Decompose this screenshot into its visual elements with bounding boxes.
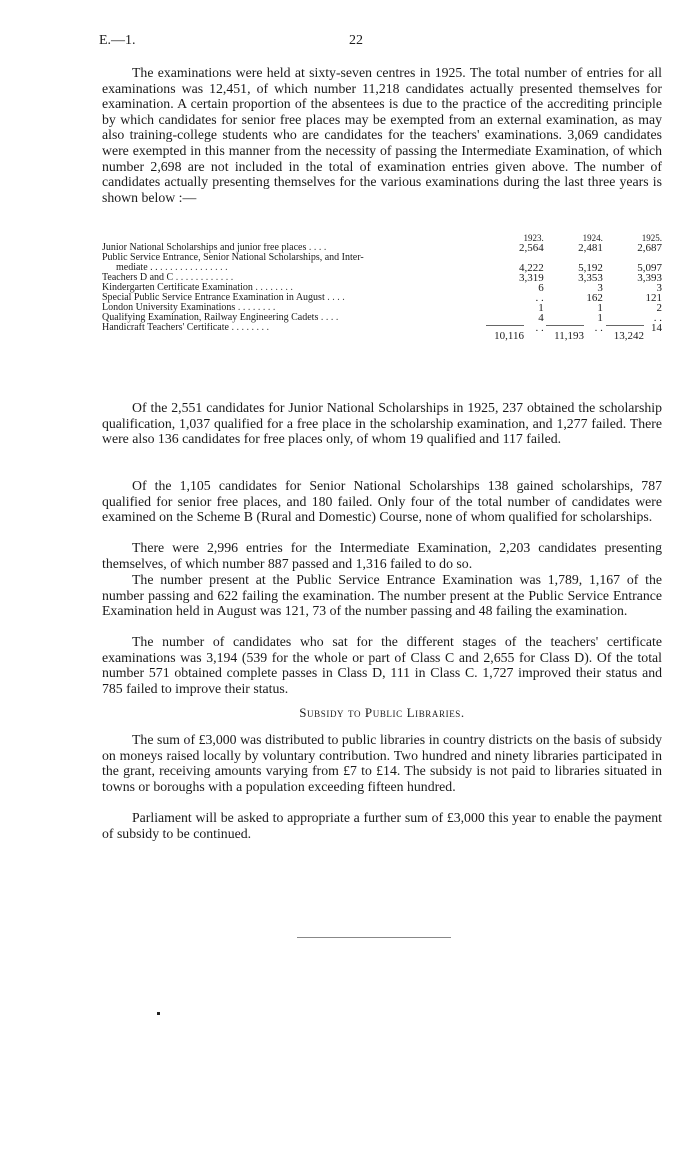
leader-dots: . . . .: [306, 243, 327, 253]
document-reference: E.—1.: [99, 33, 136, 48]
table-cell: 3,319: [519, 272, 544, 284]
total-rule: [486, 325, 524, 326]
page-header: [99, 33, 662, 51]
table-cell: 1: [597, 302, 603, 314]
section-heading: Subsidy to Public Libraries.: [299, 705, 465, 720]
total-value: 10,116: [494, 330, 524, 342]
table-cell: . .: [594, 322, 603, 334]
table-cell: . .: [653, 312, 662, 324]
table-cell: 6: [538, 282, 544, 294]
row-label: Junior National Scholarships and junior free places: [102, 243, 307, 253]
leader-dots: . . . . . . . .: [252, 283, 293, 293]
table-cell: 3,393: [637, 272, 662, 284]
table-row: [102, 243, 662, 253]
table-row: [102, 313, 662, 323]
table-cell: . .: [535, 322, 544, 334]
total-value: 11,193: [554, 330, 584, 342]
examination-table: [102, 233, 662, 333]
row-label: London University Examinations: [102, 303, 236, 313]
table-cell: 1: [597, 312, 603, 324]
table-cell: 3,353: [578, 272, 603, 284]
table-row: [102, 273, 662, 283]
row-label: mediate . .: [116, 263, 158, 273]
senior-scholarships-paragraph: Of the 1,105 candidates for Senior National Scholarships 138 gained scholarships, 787 qualified for senior free places, and 180 failed. Only four of the total number of candidates were examined on the Scheme B (Rural and Domestic) Course, none of whom qualified for scholarships.: [102, 478, 662, 525]
leader-dots: . . . .: [318, 313, 339, 323]
row-label: Qualifying Examination, Railway Engineering Cadets: [102, 313, 319, 323]
table-cell: . .: [535, 292, 544, 304]
year-header: 1923.: [523, 233, 544, 243]
junior-scholarships-paragraph: Of the 2,551 candidates for Junior National Scholarships in 1925, 237 obtained the scholarship qualification, 1,037 qualified for a free place in the scholarship examination, and 1,277 failed. There were also 136 candidates for free places only, of whom 19 qualified and 117 failed.: [102, 400, 662, 447]
table-cell: 3: [656, 282, 662, 294]
total-rule: [606, 325, 644, 326]
table-cell: 3: [597, 282, 603, 294]
table-cell: 162: [586, 292, 603, 304]
row-label: Handicraft Teachers' Certificate: [102, 323, 229, 333]
print-speck: [157, 1012, 160, 1015]
closing-rule: [297, 937, 451, 938]
total-rule: [546, 325, 584, 326]
intermediate-paragraph: There were 2,996 entries for the Intermediate Examination, 2,203 candidates presenting themselves, of which number 887 passed and 1,316 failed to do so.: [102, 540, 662, 571]
table-cell: 2,481: [578, 242, 603, 254]
leader-dots: . . . . . . . .: [235, 303, 276, 313]
table-cell: 5,192: [578, 262, 603, 274]
row-label: Special Public Service Entrance Examination in August: [102, 293, 325, 303]
table-cell: 5,097: [637, 262, 662, 274]
teachers-certificate-paragraph: The number of candidates who sat for the different stages of the teachers' certificate examinations was 3,194 (539 for the whole or part of Class C and 2,655 for Class D). Of the total number 571 obtained complete passes in Class D, 111 in Class C. 1,727 improved their status and 785 failed to improve their status.: [102, 634, 662, 696]
table-cell: 1: [538, 302, 544, 314]
table-cell: 121: [645, 292, 662, 304]
year-header: 1925.: [641, 233, 662, 243]
leader-dots: . . . .: [324, 293, 345, 303]
table-cell: 2,564: [519, 242, 544, 254]
table-cell: 2,687: [637, 242, 662, 254]
table-cell: 4,222: [519, 262, 544, 274]
year-header: 1924.: [582, 233, 603, 243]
row-label: Public Service Entrance, Senior National Scholarships, and Inter-: [102, 253, 364, 263]
row-label: Teachers D and C: [102, 273, 174, 283]
table-cell: 4: [538, 312, 544, 324]
library-subsidy-paragraph: The sum of £3,000 was distributed to public libraries in country districts on the basis of subsidy on moneys raised locally by voluntary contribution. Two hundred and ninety libraries participated in the grant, receiving amounts varying from £7 to £14. The subsidy is not paid to libraries situated in towns or boroughs with a population exceeding fifteen hundred.: [102, 732, 662, 794]
table-row: [102, 293, 662, 303]
parliament-paragraph: Parliament will be asked to appropriate a further sum of £3,000 this year to enable the payment of subsidy to be continued.: [102, 810, 662, 841]
leader-dots: . . . . . . . . . . . .: [173, 273, 234, 283]
table-row: [102, 303, 662, 313]
table-cell: 14: [651, 322, 662, 334]
public-service-paragraph: The number present at the Public Service Entrance Examination was 1,789, 1,167 of the number passing and 622 failing the examination. The number present at the Public Service Entrance Examination held in August was 121, 73 of the number passing and 48 failing the examination.: [102, 572, 662, 619]
leader-dots: . . . . . . . . . . . . . .: [157, 263, 228, 273]
page-number: 22: [349, 33, 363, 48]
intro-paragraph: The examinations were held at sixty-seven centres in 1925. The total number of entries for all examinations was 12,451, of which number 11,218 candidates actually presented themselves for examination. A certain proportion of the absentees is due to the practice of the accrediting principle by which candidates for senior free places may be exempted from an external examination, as may also training-college students who are candidates for the teachers' examinations. 3,069 candidates were exempted in this manner from the necessity of passing the Intermediate Examination, of which number 2,698 are not included in the total of examination entries given above. The number of candidates actually presenting themselves for the various examinations during the last three years is shown below :—: [102, 65, 662, 205]
leader-dots: . . . . . . . .: [228, 323, 269, 333]
row-label: Kindergarten Certificate Examination: [102, 283, 253, 293]
total-value: 13,242: [613, 330, 644, 342]
table-row: [102, 283, 662, 293]
table-cell: 2: [656, 302, 662, 314]
